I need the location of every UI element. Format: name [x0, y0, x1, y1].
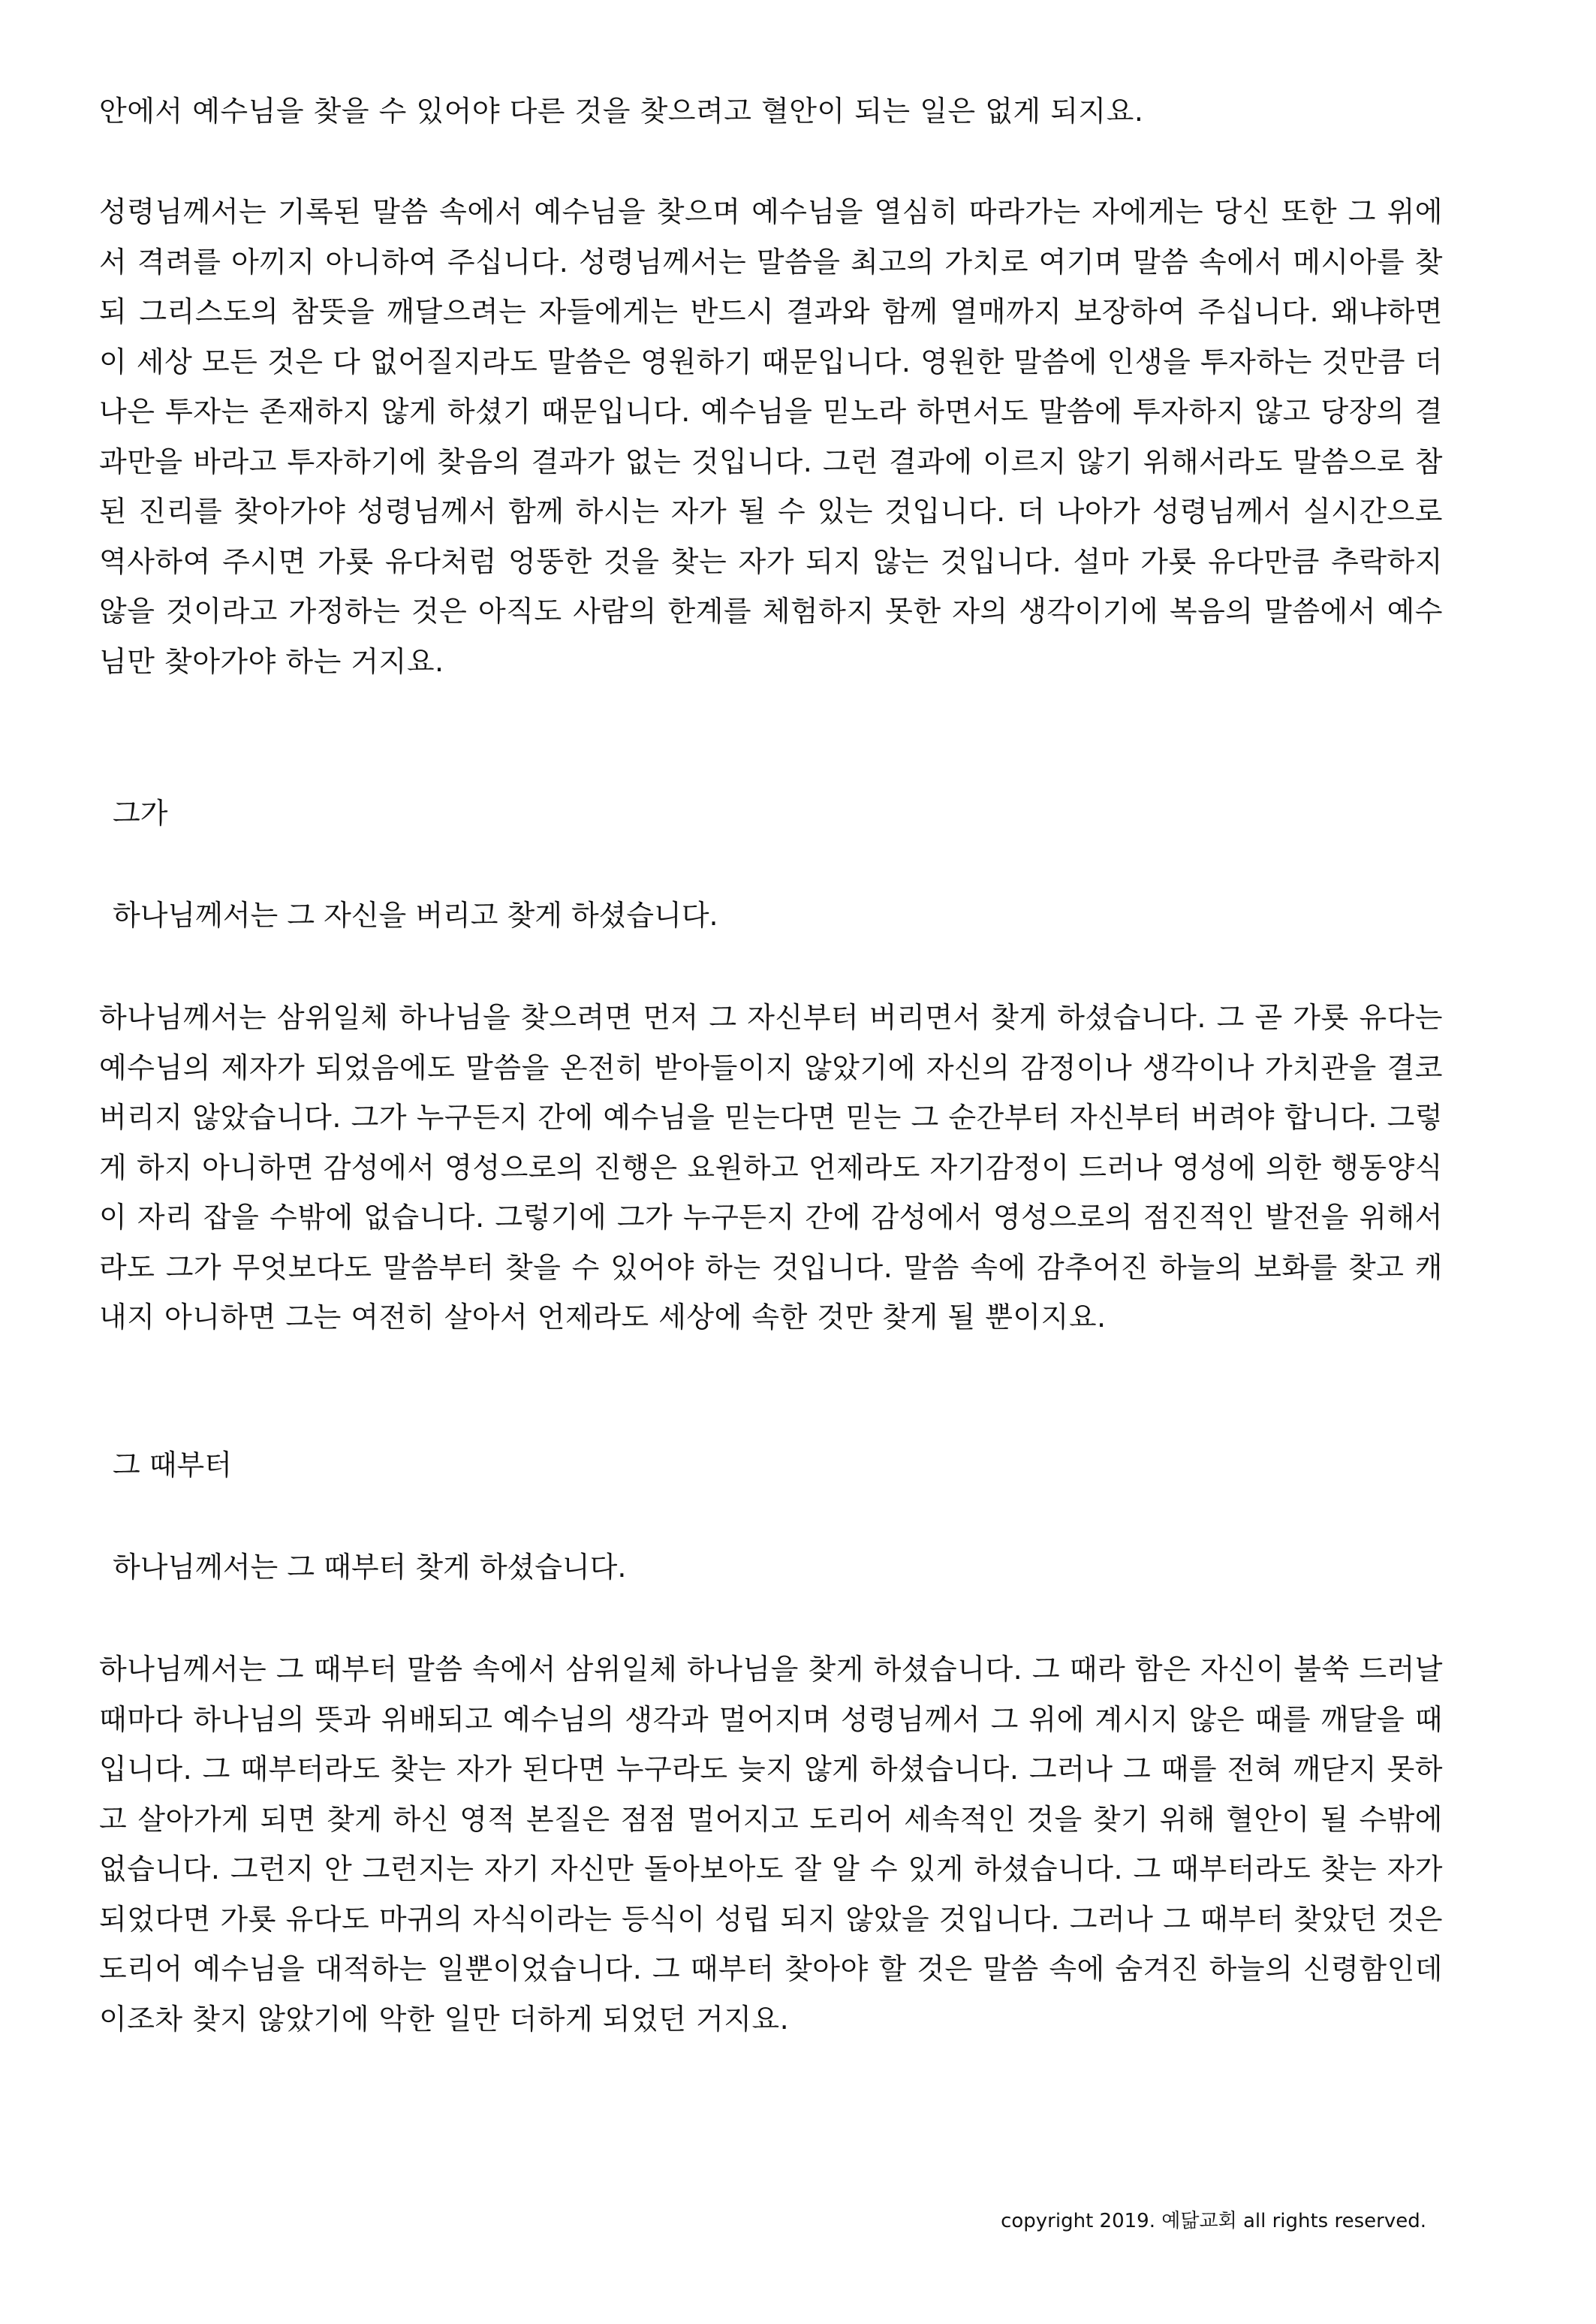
section-intro-1: 하나님께서는 그 자신을 버리고 찾게 하셨습니다.: [113, 899, 718, 932]
paragraph-2: 성령님께서는 기록된 말씀 속에서 예수님을 찾으며 예수님을 열심히 따라가는 자에게는 당신 또한 그 위에서 격려를 아끼지 아니하여 주십니다. 성령님께서는 말씀을 최고의 가치로 여기며 말씀 속에서 메시아를 찾되 그리스도의 참뜻을 깨달으려는 자들에게는 반드시 결과와 함께 열매까지 보장하여 주십니다. 왜냐하면 이 세상 모든 것은 다 없어질지라도 말씀은 영원하기 때문입니다. 영원한 말씀에 인생을 투자하는 것만큼 더 나은 투자는 존재하지 않게 하셨기 때문입니다. 예수님을 믿노라 하면서도 말씀에 투자하지 않고 당장의 결과만을 바라고 투자하기에 찾음의 결과가 없는 것입니다. 그런 결과에 이르지 않기 위해서라도 말씀으로 참된 진리를 찾아가야 성령님께서 함께 하시는 자가 될 수 있는 것입니다. 더 나아가 성령님께서 실시간으로 역사하여 주시면 가룟 유다처럼 엉뚱한 것을 찾는 자가 되지 않는 것입니다. 설마 가룟 유다만큼 추락하지 않을 것이라고 가정하는 것은 아직도 사람의 한계를 체험하지 못한 자의 생각이기에 복음의 말씀에서 예수님만 찾아가야 하는 거지요.: [99, 195, 1443, 678]
paragraph-1: 안에서 예수님을 찾을 수 있어야 다른 것을 찾으려고 혈안이 되는 일은 없게 되지요.: [99, 95, 1144, 128]
section-intro-2: 하나님께서는 그 때부터 찾게 하셨습니다.: [113, 1551, 627, 1584]
section-heading-2: 그 때부터: [113, 1448, 232, 1482]
paragraph-4: 하나님께서는 그 때부터 말씀 속에서 삼위일체 하나님을 찾게 하셨습니다. 그 때라 함은 자신이 불쑥 드러날 때마다 하나님의 뜻과 위배되고 예수님의 생각과 멀어지며 성령님께서 그 위에 계시지 않은 때를 깨달을 때입니다. 그 때부터라도 찾는 자가 된다면 누구라도 늦지 않게 하셨습니다. 그러나 그 때를 전혀 깨닫지 못하고 살아가게 되면 찾게 하신 영적 본질은 점점 멀어지고 도리어 세속적인 것을 찾기 위해 혈안이 될 수밖에 없습니다. 그런지 안 그런지는 자기 자신만 돌아보아도 잘 알 수 있게 하셨습니다. 그 때부터라도 찾는 자가 되었다면 가룟 유다도 마귀의 자식이라는 등식이 성립 되지 않았을 것입니다. 그러나 그 때부터 찾았던 것은 도리어 예수님을 대적하는 일뿐이었습니다. 그 때부터 찾아야 할 것은 말씀 속에 숨겨진 하늘의 신령함인데 이조차 찾지 않았기에 악한 일만 더하게 되었던 거지요.: [99, 1653, 1443, 2036]
paragraph-3: 하나님께서는 삼위일체 하나님을 찾으려면 먼저 그 자신부터 버리면서 찾게 하셨습니다. 그 곧 가룟 유다는 예수님의 제자가 되었음에도 말씀을 온전히 받아들이지 않았기에 자신의 감정이나 생각이나 가치관을 결코 버리지 않았습니다. 그가 누구든지 간에 예수님을 믿는다면 믿는 그 순간부터 자신부터 버려야 합니다. 그렇게 하지 아니하면 감성에서 영성으로의 진행은 요원하고 언제라도 자기감정이 드러나 영성에 의한 행동양식이 자리 잡을 수밖에 없습니다. 그렇기에 그가 누구든지 간에 감성에서 영성으로의 점진적인 발전을 위해서라도 그가 무엇보다도 말씀부터 찾을 수 있어야 하는 것입니다. 말씀 속에 감추어진 하늘의 보화를 찾고 캐내지 아니하면 그는 여전히 살아서 언제라도 세상에 속한 것만 찾게 될 뿐이지요.: [99, 1001, 1443, 1334]
copyright-footer: copyright 2019. 예닮교회 all rights reserved.: [1001, 2210, 1426, 2232]
section-heading-1: 그가: [113, 797, 168, 830]
